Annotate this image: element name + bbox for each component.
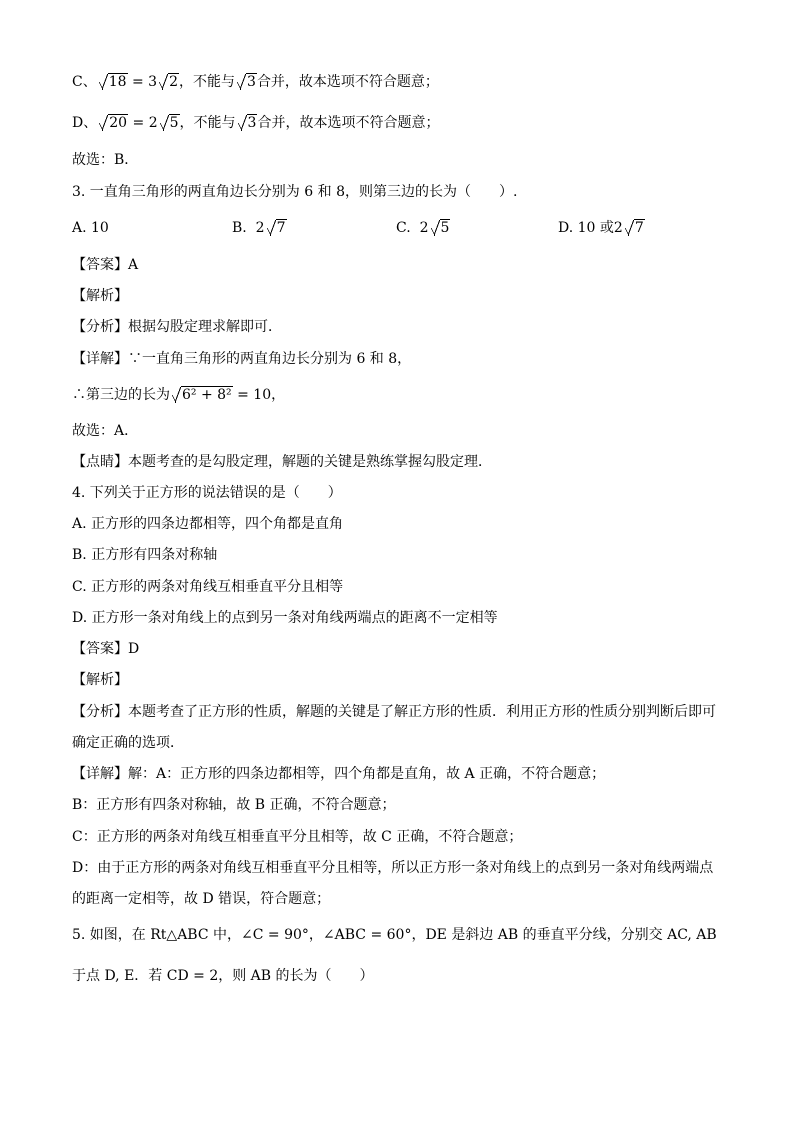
question-5-line1: 5. 如图，在 Rt△ABC 中，∠C = 90°，∠ABC = 60°，DE 是斜边 AB 的垂直平分线，分别交 AC, AB [72, 927, 717, 943]
question-3: 3. 一直角三角形的两直角边长分别为 6 和 8，则第三边的长为（ ）. [72, 184, 518, 200]
q3-xiangjie: 【详解】∵一直角三角形的两直角边长分别为 6 和 8， [72, 351, 412, 367]
q4-xiangjie-line4: D：由于正方形的两条对角线互相垂直平分且相等，所以正方形一条对角线上的点到另一条对角线两端点 [72, 860, 714, 876]
sqrt-expression: 20 [99, 113, 128, 133]
sqrt-expression: 18 [99, 72, 128, 92]
choose-b: 故选：B． [72, 152, 139, 168]
q3-fenxi: 【分析】根据勾股定理求解即可． [72, 319, 282, 335]
q3-option-b: B. 2 7 [232, 220, 286, 236]
q3-dianjing: 【点睛】本题考查的是勾股定理，解题的关键是熟练掌握勾股定理． [72, 454, 492, 470]
q4-answer: 【答案】D [72, 641, 140, 657]
label: C、 [72, 74, 97, 90]
q4-xiangjie-line1: 【详解】解：A：正方形的四条边都相等，四个角都是直角，故 A 正确，不符合题意； [72, 766, 606, 782]
q3-calculation: ∴第三边的长为 6² + 8² = 10， [72, 387, 286, 403]
q4-fenxi-line1: 【分析】本题考查了正方形的性质，解题的关键是了解正方形的性质．利用正方形的性质分别判断后即可 [72, 704, 716, 720]
option-d-explanation: D、 20 = 2 5，不能与 3合并，故本选项不符合题意； [72, 115, 440, 131]
q4-xiangjie-line3: C：正方形的两条对角线互相垂直平分且相等，故 C 正确，不符合题意； [72, 829, 523, 845]
q3-answer: 【答案】A [72, 257, 139, 273]
q4-xiangjie-line5: 的距离一定相等，故 D 错误，符合题意； [72, 891, 331, 907]
sqrt-expression: 7 [625, 218, 645, 238]
q3-option-d: D. 10 或2 7 [558, 220, 644, 236]
q4-xiangjie-line2: B：正方形有四条对称轴，故 B 正确，不符合题意； [72, 797, 396, 813]
sqrt-expression: 6² + 8² [172, 385, 233, 405]
q3-option-a: A. 10 [72, 220, 109, 236]
q4-jiexi: 【解析】 [72, 672, 128, 688]
q3-option-c: C. 2 5 [396, 220, 450, 236]
sqrt-expression: 7 [267, 218, 287, 238]
label: D、 [72, 115, 98, 131]
sqrt-expression: 5 [431, 218, 451, 238]
q4-option-a: A. 正方形的四条边都相等，四个角都是直角 [72, 516, 344, 532]
q4-fenxi-line2: 确定正确的选项． [72, 735, 184, 751]
q3-jiexi: 【解析】 [72, 288, 128, 304]
sqrt-expression: 5 [160, 113, 180, 133]
q4-option-b: B. 正方形有四条对称轴 [72, 547, 218, 563]
sqrt-expression: 2 [159, 72, 179, 92]
sqrt-expression: 3 [238, 113, 258, 133]
question-5-line2: 于点 D, E．若 CD = 2，则 AB 的长为（ ） [72, 968, 374, 984]
q3-choose: 故选：A． [72, 423, 139, 439]
option-c-explanation: C、 18 = 3 2，不能与 3合并，故本选项不符合题意； [72, 74, 439, 90]
question-4: 4. 下列关于正方形的说法错误的是（ ） [72, 485, 342, 501]
sqrt-expression: 3 [237, 72, 257, 92]
q4-option-c: C. 正方形的两条对角线互相垂直平分且相等 [72, 579, 344, 595]
q4-option-d: D. 正方形一条对角线上的点到另一条对角线两端点的距离不一定相等 [72, 610, 498, 626]
